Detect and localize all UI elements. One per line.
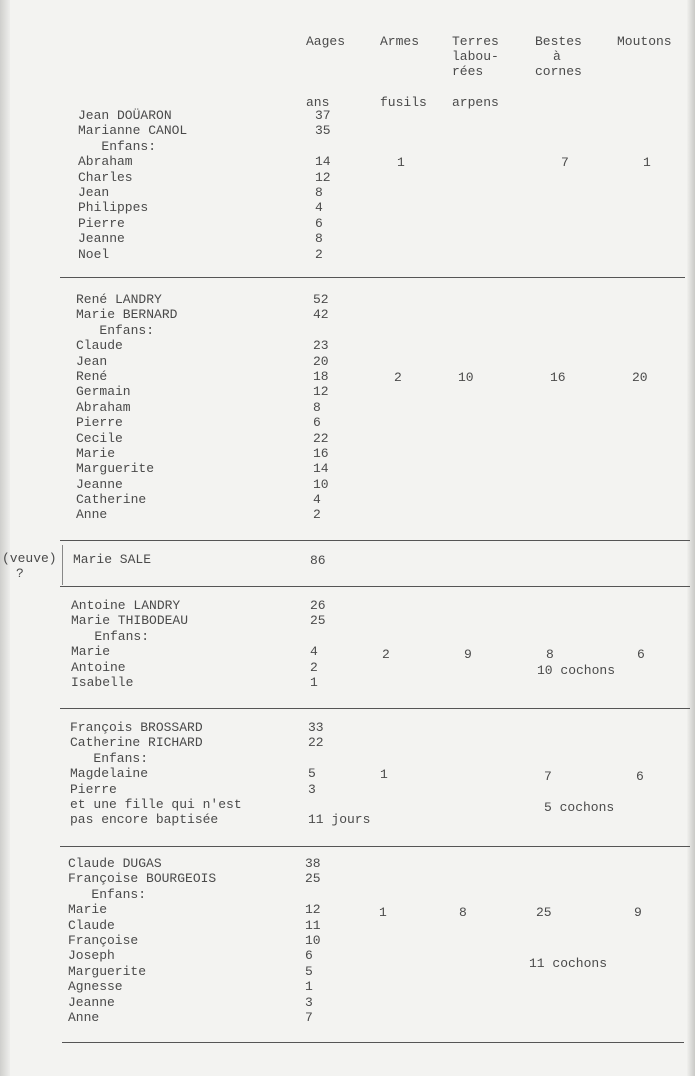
header-moutons: Moutons (617, 34, 672, 49)
person-name: Pierre (78, 215, 125, 231)
person-age: 52 (313, 292, 329, 307)
header-terres-line: rées (452, 64, 484, 79)
person-age: 10 (305, 932, 321, 948)
person-name: Pierre (76, 415, 123, 431)
person-name: Abraham (76, 399, 131, 415)
person-name: Françoise (68, 932, 139, 948)
person-name: Marianne CANOL (78, 123, 188, 139)
person-name: Claude DUGAS (68, 856, 162, 871)
person-age: 4 (315, 200, 323, 216)
person-age: 25 (310, 613, 326, 629)
section-divider (60, 586, 690, 587)
person-age: 1 (310, 674, 318, 690)
family-ages (313, 292, 329, 523)
person-name: Marie THIBODEAU (71, 613, 189, 629)
family-ages (310, 553, 326, 568)
bestes-value: 7 (544, 769, 552, 784)
person-name: Jeanne (78, 231, 125, 247)
person-age (310, 629, 326, 644)
moutons-value: 1 (643, 155, 651, 170)
person-age: 23 (313, 338, 329, 354)
person-age: 5 (308, 766, 316, 782)
person-name: Catherine RICHARD (70, 735, 203, 751)
person-name: Antoine (71, 659, 126, 675)
moutons-value: 6 (637, 647, 645, 662)
person-name: Cecile (76, 430, 123, 446)
margin-note: ? (16, 566, 24, 581)
header-bestes-line: Bestes (535, 34, 582, 49)
person-name: Françoise BOURGEOIS (68, 871, 217, 887)
family-names (76, 292, 177, 523)
unit-ans: ans (306, 95, 330, 110)
person-name: Antoine LANDRY (71, 598, 181, 613)
section-divider (62, 1042, 684, 1043)
person-name: Agnesse (68, 979, 123, 995)
header-aages: Aages (306, 34, 346, 49)
person-age: 4 (313, 492, 321, 508)
person-age (315, 139, 331, 154)
person-age: 14 (313, 461, 329, 477)
unit-fusils: fusils (380, 95, 427, 110)
enfans-label: Enfans: (70, 750, 149, 766)
person-name: Noel (78, 246, 110, 262)
person-age: 12 (313, 384, 329, 400)
person-name: Marie (68, 902, 108, 918)
family-ages (305, 856, 321, 1025)
person-age: 6 (313, 415, 321, 431)
margin-line (62, 545, 63, 585)
section-divider (60, 846, 690, 847)
terres-value: 10 (458, 370, 474, 385)
person-age (308, 751, 370, 766)
person-name: et une fille qui n'est (70, 796, 242, 812)
person-age: 33 (308, 720, 324, 735)
scan-left-edge (0, 0, 10, 1076)
person-age: 38 (305, 856, 321, 871)
header-bestes-line: cornes (535, 64, 582, 79)
family-names (78, 108, 187, 262)
person-name: Marie SALE (73, 552, 152, 567)
person-name: Marie (71, 644, 111, 660)
person-age: 6 (305, 948, 313, 964)
person-name: Marie BERNARD (76, 307, 178, 323)
bestes-value: 25 (536, 905, 552, 920)
person-age: 11 jours (308, 812, 371, 828)
person-age: 3 (305, 994, 313, 1010)
bestes-value: 16 (550, 370, 566, 385)
person-age: 3 (308, 781, 316, 797)
person-age: 37 (315, 108, 331, 123)
armes-value: 1 (380, 767, 388, 782)
person-name: François BROSSARD (70, 720, 203, 735)
person-name: Pierre (70, 781, 117, 797)
armes-value: 2 (394, 370, 402, 385)
person-age: 20 (313, 353, 329, 369)
person-age: 12 (305, 902, 321, 918)
person-age: 35 (315, 123, 331, 139)
person-age: 4 (310, 644, 318, 660)
person-age: 16 (313, 445, 329, 461)
family-names (68, 856, 216, 1025)
person-age: 12 (315, 169, 331, 185)
moutons-value: 20 (632, 370, 648, 385)
cochons-value: 11 cochons (529, 956, 608, 971)
person-name: Jean (78, 184, 110, 200)
header-armes: Armes (380, 34, 420, 49)
enfans-label: Enfans: (71, 628, 150, 644)
margin-note: (veuve) (2, 551, 57, 566)
person-age: 5 (305, 963, 313, 979)
person-name: Marguerite (68, 963, 147, 979)
person-age: 8 (315, 184, 323, 200)
person-age: 10 (313, 476, 329, 492)
person-name: Jeanne (76, 476, 123, 492)
person-name: Abraham (78, 154, 133, 170)
person-name: Germain (76, 384, 131, 400)
terres-value: 9 (464, 647, 472, 662)
family-ages (310, 598, 326, 690)
enfans-label: Enfans: (68, 886, 147, 902)
person-age: 22 (308, 735, 324, 751)
person-name: René (76, 368, 108, 384)
person-age: 11 (305, 917, 321, 933)
person-age: 6 (315, 215, 323, 231)
family-ages (308, 720, 370, 828)
person-age: 2 (315, 246, 323, 262)
person-age: 8 (315, 231, 323, 247)
header-bestes-line: à (553, 49, 561, 64)
person-age: 2 (310, 659, 318, 675)
enfans-label: Enfans: (76, 322, 155, 338)
armes-value: 2 (382, 647, 390, 662)
person-age (308, 797, 370, 812)
person-age: 42 (313, 307, 329, 323)
terres-value: 8 (459, 905, 467, 920)
cochons-value: 5 cochons (544, 800, 615, 815)
armes-value: 1 (397, 155, 405, 170)
person-name: Claude (76, 338, 123, 354)
person-age: 22 (313, 430, 329, 446)
person-name: Jean (76, 353, 108, 369)
header-terres-line: labou- (452, 49, 499, 64)
person-name: Joseph (68, 948, 115, 964)
person-name: Anne (76, 507, 108, 523)
family-names (71, 598, 188, 690)
person-name: Philippes (78, 200, 149, 216)
unit-arpens: arpens (452, 95, 499, 110)
armes-value: 1 (379, 905, 387, 920)
bestes-value: 8 (546, 647, 554, 662)
person-name: Charles (78, 169, 133, 185)
person-age: 1 (305, 979, 313, 995)
person-name: Claude (68, 917, 115, 933)
person-age: 86 (310, 553, 326, 568)
moutons-value: 9 (634, 905, 642, 920)
person-name: Marie (76, 445, 116, 461)
person-name: Catherine (76, 492, 147, 508)
section-divider (60, 540, 690, 541)
person-age: 14 (315, 154, 331, 170)
person-age (313, 323, 329, 338)
person-name: Jean DOÜARON (78, 108, 172, 123)
person-age: 25 (305, 871, 321, 887)
person-name: Jeanne (68, 994, 115, 1010)
section-divider (60, 708, 690, 709)
person-age: 18 (313, 368, 329, 384)
moutons-value: 6 (636, 769, 644, 784)
bestes-value: 7 (561, 155, 569, 170)
person-age: 2 (313, 507, 321, 523)
person-name: Isabelle (71, 674, 134, 690)
person-name: Marguerite (76, 461, 155, 477)
enfans-label: Enfans: (78, 138, 157, 154)
person-name: René LANDRY (76, 292, 162, 307)
scan-right-edge (687, 0, 695, 1076)
person-age: 8 (313, 399, 321, 415)
person-name: pas encore baptisée (70, 812, 219, 828)
person-name: Magdelaine (70, 766, 149, 782)
family-names (73, 552, 151, 567)
header-terres-line: Terres (452, 34, 499, 49)
person-age (305, 887, 321, 902)
family-names (70, 720, 242, 828)
section-divider (60, 277, 685, 278)
person-age: 26 (310, 598, 326, 613)
person-name: Anne (68, 1009, 100, 1025)
family-ages (315, 108, 331, 262)
person-age: 7 (305, 1009, 313, 1025)
cochons-value: 10 cochons (537, 663, 616, 678)
